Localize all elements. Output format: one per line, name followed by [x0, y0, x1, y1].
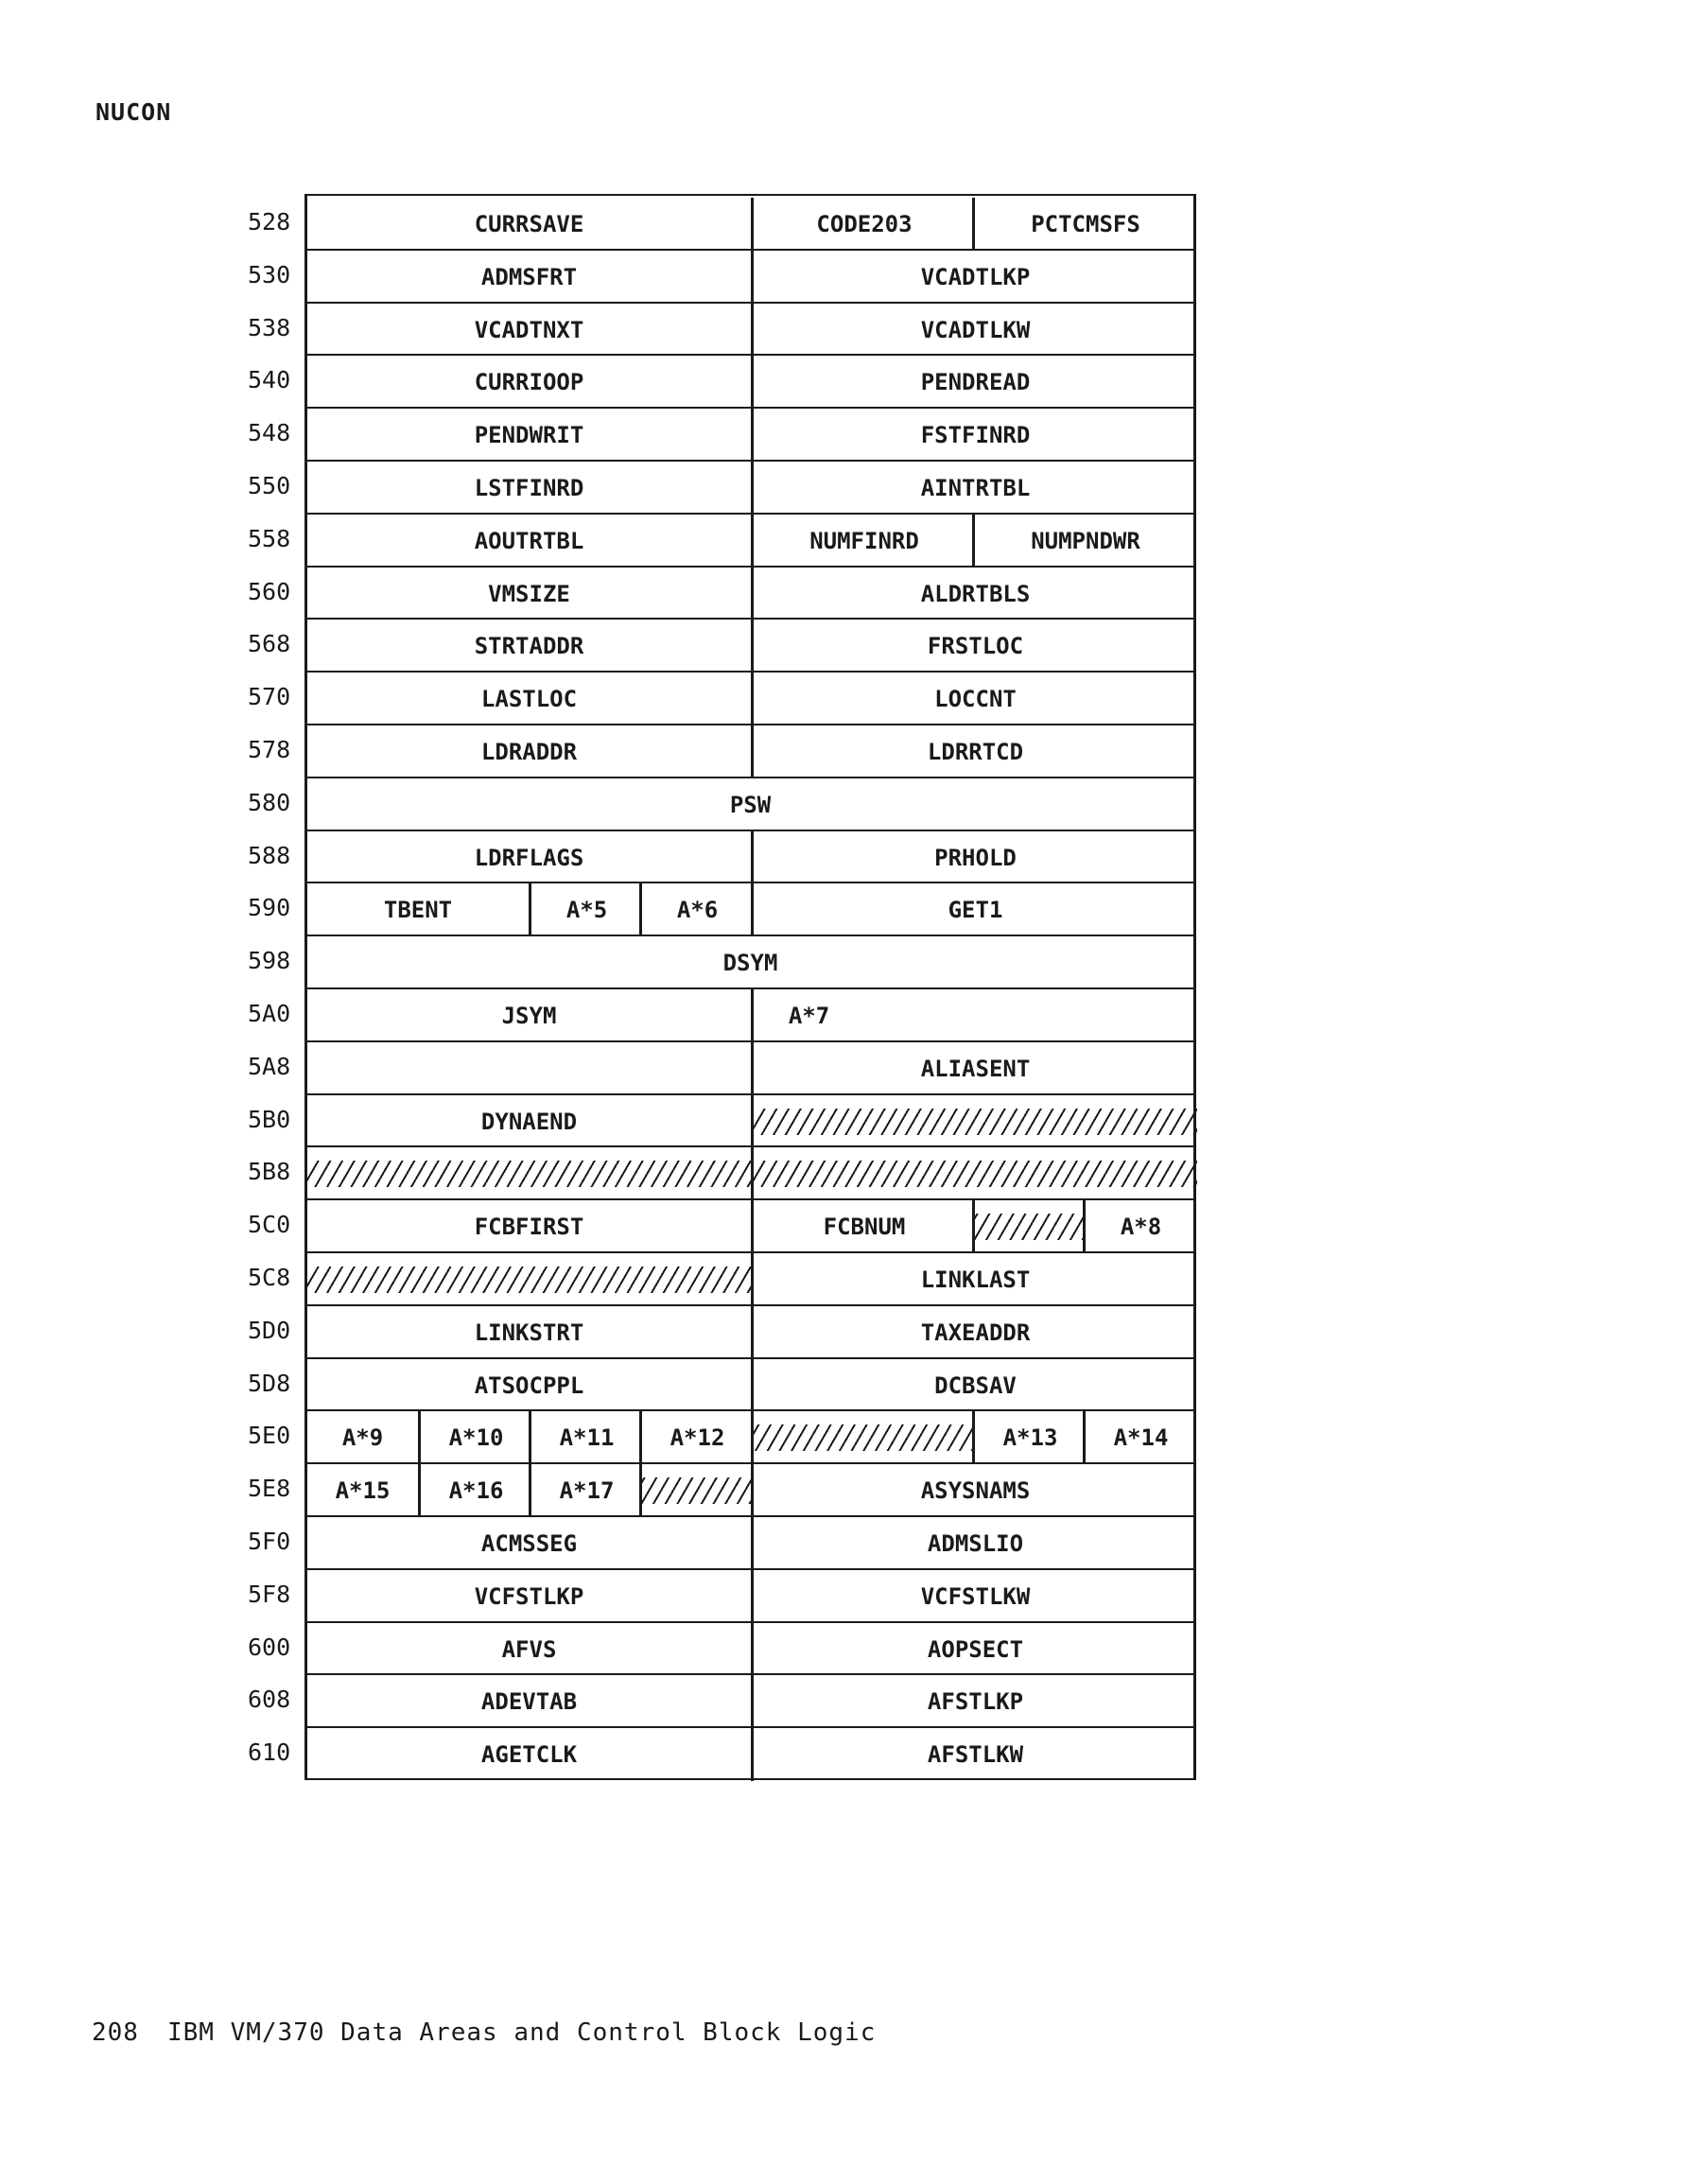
reserved-field	[751, 1411, 975, 1464]
field-name: PRHOLD	[751, 831, 1197, 884]
row-offset: 5E0	[248, 1422, 291, 1449]
field-name: A*16	[418, 1464, 531, 1517]
field-name: PENDWRIT	[474, 422, 584, 448]
frame-top-rule	[304, 194, 1196, 196]
field-name: ADMSLIO	[751, 1517, 1197, 1570]
field-name: ACMSSEG	[480, 1530, 578, 1557]
row-offset: 528	[248, 208, 291, 236]
field-name: A*9	[341, 1424, 384, 1451]
row-offset: 570	[248, 683, 291, 710]
page-footer	[92, 2018, 876, 2047]
row-offset: 5C8	[248, 1264, 291, 1291]
field-name: ATSOCPPL	[474, 1372, 584, 1399]
field-name: VCADTLKP	[751, 251, 1197, 304]
field-name: VCADTNXT	[474, 317, 584, 343]
field-name: AINTRTBL	[751, 462, 1197, 515]
field-name: PCTCMSFS	[972, 198, 1196, 251]
field-name: ADEVTAB	[480, 1688, 578, 1715]
row-offset: 558	[248, 525, 291, 552]
field-name: ADMSFRT	[480, 264, 578, 290]
row-offset: 550	[248, 472, 291, 499]
field-name: LASTLOC	[480, 686, 578, 712]
row-offset: 5D8	[248, 1370, 291, 1397]
field-name: TAXEADDR	[751, 1306, 1197, 1359]
row-offset: 5F8	[248, 1581, 291, 1608]
reserved-field	[639, 1464, 753, 1517]
field-name: DYNAEND	[480, 1109, 578, 1135]
field-name: STRTADDR	[474, 633, 584, 659]
row-offset: 600	[248, 1634, 291, 1661]
field-name: A*11	[529, 1411, 642, 1464]
row-offset: 568	[248, 630, 291, 657]
reserved-field	[751, 1095, 1197, 1148]
field-name: ALIASENT	[751, 1042, 1197, 1095]
row-offset: 5A8	[248, 1053, 291, 1080]
field-name: A*12	[639, 1411, 753, 1464]
field-name: CODE203	[751, 198, 975, 251]
field-name: FRSTLOC	[751, 620, 1197, 673]
field-name: AFSTLKP	[751, 1675, 1197, 1728]
field-name: ALDRTBLS	[751, 568, 1197, 620]
row-offset: 588	[248, 842, 291, 869]
field-name: FCBNUM	[751, 1200, 975, 1253]
row-offset: 610	[248, 1738, 291, 1766]
field-name: TBENT	[383, 897, 453, 923]
row-offset: 608	[248, 1686, 291, 1713]
reserved-field	[751, 1147, 1197, 1200]
field-name: PSW	[729, 792, 772, 818]
row-offset: 5E8	[248, 1475, 291, 1502]
row-offset: 548	[248, 419, 291, 446]
row-offset: 5B8	[248, 1158, 291, 1185]
row-offset: 5A0	[248, 1000, 291, 1027]
row-offset: 590	[248, 894, 291, 921]
empty-field	[307, 1042, 751, 1095]
reserved-field	[307, 1253, 751, 1306]
field-name: A*7	[751, 989, 864, 1042]
field-name: LDRRTCD	[751, 725, 1197, 778]
field-name: GET1	[751, 883, 1197, 936]
row-offset: 5F0	[248, 1528, 291, 1555]
field-name: A*6	[639, 883, 753, 936]
field-name: FSTFINRD	[751, 409, 1197, 462]
row-offset: 578	[248, 736, 291, 763]
field-name: VCFSTLKP	[474, 1583, 584, 1610]
field-name: A*5	[529, 883, 642, 936]
reserved-field	[972, 1200, 1086, 1253]
row-offset: 5B0	[248, 1106, 291, 1133]
field-name: NUMPNDWR	[972, 515, 1196, 568]
field-name: LDRADDR	[480, 739, 578, 765]
field-name: JSYM	[501, 1003, 557, 1029]
field-name: AGETCLK	[480, 1741, 578, 1768]
field-name: LOCCNT	[751, 673, 1197, 725]
field-name: CURRIOOP	[474, 369, 584, 395]
field-name: ASYSNAMS	[751, 1464, 1197, 1517]
row-offset: 538	[248, 314, 291, 341]
field-name: CURRSAVE	[474, 211, 584, 237]
field-name: A*17	[529, 1464, 642, 1517]
field-name: LDRFLAGS	[474, 845, 584, 871]
field-name: A*14	[1083, 1411, 1196, 1464]
footer-title: IBM VM/370 Data Areas and Control Block Logic	[166, 2018, 877, 2047]
field-name: LSTFINRD	[474, 475, 584, 501]
row-offset: 540	[248, 366, 291, 393]
field-name: DCBSAV	[751, 1359, 1197, 1412]
reserved-field	[307, 1147, 751, 1200]
field-name: AFSTLKW	[751, 1728, 1197, 1781]
row-offset: 598	[248, 947, 291, 974]
row-offset: 5D0	[248, 1317, 291, 1344]
field-name: NUMFINRD	[751, 515, 975, 568]
field-name: PENDREAD	[751, 356, 1197, 409]
field-name: VCADTLKW	[751, 304, 1197, 357]
field-name: A*15	[335, 1477, 391, 1504]
field-name: A*8	[1083, 1200, 1196, 1253]
row-offset: 580	[248, 789, 291, 816]
row-offset: 5C0	[248, 1211, 291, 1238]
field-name: FCBFIRST	[474, 1214, 584, 1240]
row-offset: 530	[248, 261, 291, 288]
field-name: AOUTRTBL	[474, 528, 584, 554]
field-name: LINKLAST	[751, 1253, 1197, 1306]
field-name: VMSIZE	[488, 581, 570, 607]
field-name: VCFSTLKW	[751, 1570, 1197, 1623]
field-name: A*10	[418, 1411, 531, 1464]
empty-field	[861, 989, 1193, 1042]
field-name: AFVS	[501, 1636, 557, 1663]
page-number: 208	[92, 2018, 139, 2047]
field-name: LINKSTRT	[474, 1319, 584, 1346]
row-offset: 560	[248, 578, 291, 605]
field-name: A*13	[972, 1411, 1086, 1464]
field-name: DSYM	[722, 950, 778, 976]
field-name: AOPSECT	[751, 1623, 1197, 1676]
section-header: NUCON	[96, 98, 172, 126]
